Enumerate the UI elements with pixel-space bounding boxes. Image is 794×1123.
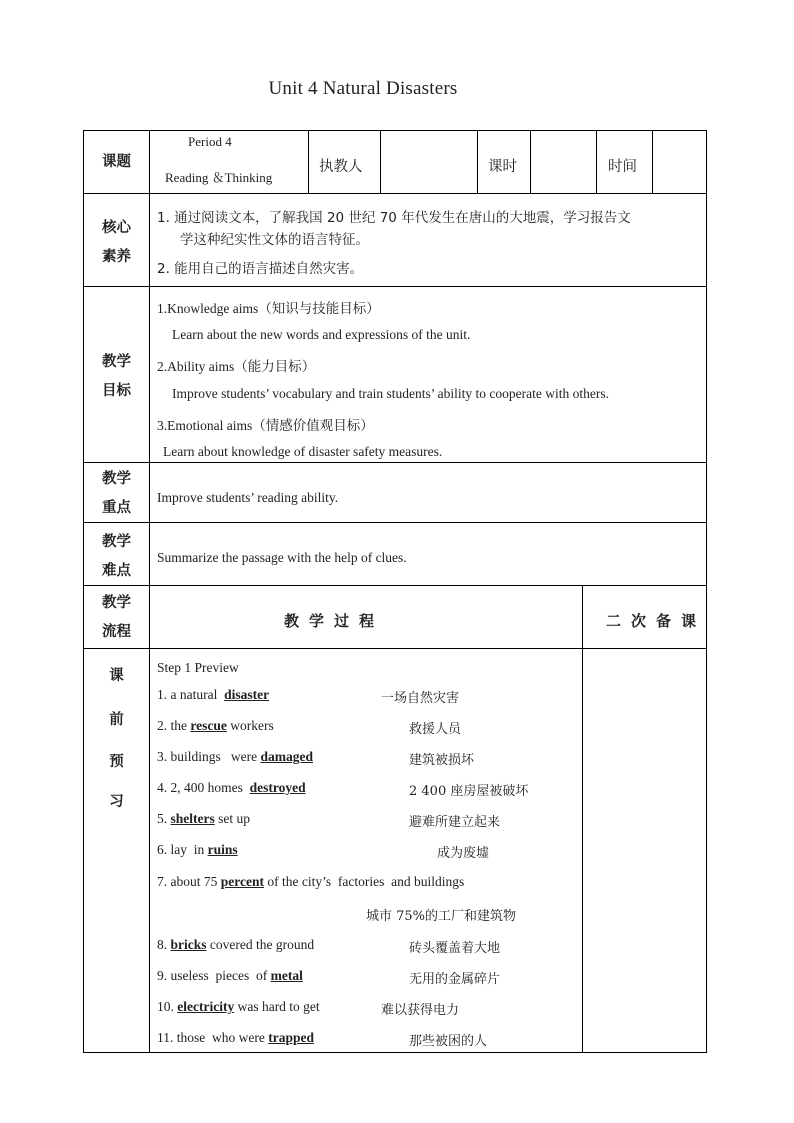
vocab-translation: 一场自然灾害 <box>381 691 460 706</box>
row-divider <box>83 193 707 194</box>
vocab-item <box>157 780 306 796</box>
core-item-1-cont: 学这种纪实性文体的语言特征。 <box>180 232 369 248</box>
emotional-aims-text: Learn about knowledge of disaster safety measures. <box>163 444 443 459</box>
vocab-item <box>157 999 320 1015</box>
difficulty-text: Summarize the passage with the help of clues. <box>157 550 407 565</box>
row-divider <box>83 522 707 523</box>
key-point-label-2: 重点 <box>102 500 131 516</box>
vocab-item <box>157 968 303 984</box>
vocab-item <box>157 811 250 827</box>
process-label-2: 流程 <box>102 624 131 640</box>
goals-label-1: 教学 <box>102 354 131 370</box>
vocab-item <box>157 1030 314 1046</box>
vocab-translation: 救援人员 <box>409 722 462 737</box>
preview-label-char: 前 <box>109 712 124 728</box>
vocab-keyword: electricity <box>177 999 235 1014</box>
vocab-keyword: trapped <box>268 1030 314 1045</box>
vocab-keyword: metal <box>270 968 303 983</box>
vocab-keyword: rescue <box>190 718 227 733</box>
vocab-keyword: bricks <box>170 937 207 952</box>
core-item-1: 1. 通过阅读文本，了解我国 20 世纪 70 年代发生在唐山的大地震，学习报告文 <box>157 210 631 226</box>
ability-aims-title: 2.Ability aims（能力目标） <box>157 359 316 374</box>
row-divider <box>83 585 707 586</box>
vocab-prefix: 7. about 75 <box>157 874 221 889</box>
lesson-text: Reading ＆Thinking <box>165 170 273 185</box>
ability-aims-text: Improve students’ vocabulary and train students’ ability to cooperate with others. <box>172 386 610 401</box>
header-divider <box>308 130 309 193</box>
header-divider <box>477 130 478 193</box>
vocab-suffix: was hard to get <box>234 999 320 1014</box>
topic-label: 课题 <box>102 154 131 170</box>
time-label: 时间 <box>608 159 637 175</box>
vocab-translation: 建筑被损坏 <box>409 753 475 768</box>
vocab-prefix: 10. <box>157 999 178 1014</box>
vocab-item <box>157 687 269 703</box>
vocab-prefix: 11. those who were <box>157 1030 269 1045</box>
vocab-translation: 2 400 座房屋被破坏 <box>409 784 529 799</box>
vocab-item <box>157 937 314 953</box>
vocab-prefix: 6. lay in <box>157 842 208 857</box>
row-divider <box>83 462 707 463</box>
secondary-prep-heading: 二次备课 <box>606 612 707 630</box>
core-label-1: 核心 <box>102 220 131 236</box>
vocab-keyword: shelters <box>170 811 215 826</box>
vocab-prefix: 9. useless pieces of <box>157 968 271 983</box>
vocab-item <box>157 718 274 734</box>
header-divider <box>530 130 531 193</box>
row-divider <box>83 648 707 649</box>
goals-label-2: 目标 <box>102 383 131 399</box>
vocab-translation: 避难所建立起来 <box>409 815 501 830</box>
hours-label: 课时 <box>488 159 517 175</box>
vocab-keyword: percent <box>220 874 264 889</box>
vocab-keyword: destroyed <box>249 780 306 795</box>
difficulty-label-1: 教学 <box>102 534 131 550</box>
vocab-item <box>157 874 464 890</box>
vocab-translation: 无用的金属碎片 <box>409 972 501 987</box>
preview-label-char: 课 <box>109 668 124 684</box>
vocab-prefix: 1. a natural <box>157 687 225 702</box>
teaching-process-heading: 教学过程 <box>284 612 385 630</box>
vocab-prefix: 8. <box>157 937 171 952</box>
vocab-translation: 难以获得电力 <box>381 1003 460 1018</box>
vocab-prefix: 4. 2, 400 homes <box>157 780 250 795</box>
knowledge-aims-title: 1.Knowledge aims（知识与技能目标） <box>157 301 380 316</box>
vocab-translation: 城市 75%的工厂和建筑物 <box>366 909 517 924</box>
table-border-bottom <box>83 1052 707 1053</box>
vocab-keyword: disaster <box>224 687 270 702</box>
vocab-prefix: 2. the <box>157 718 191 733</box>
label-column-divider <box>149 130 150 1053</box>
period-text: Period 4 <box>188 134 232 149</box>
vocab-keyword: ruins <box>207 842 238 857</box>
preview-label-char: 习 <box>109 794 124 810</box>
difficulty-label-2: 难点 <box>102 563 131 579</box>
document-title: Unit 4 Natural Disasters <box>268 78 458 99</box>
step-1-preview: Step 1 Preview <box>157 660 239 675</box>
vocab-prefix: 5. <box>157 811 171 826</box>
vocab-translation: 砖头覆盖着大地 <box>409 941 501 956</box>
header-divider <box>596 130 597 193</box>
vocab-translation: 那些被困的人 <box>409 1034 488 1049</box>
secondary-column-divider <box>582 585 583 1053</box>
table-border-top <box>83 130 707 131</box>
teacher-label: 执教人 <box>319 159 363 175</box>
vocab-suffix: set up <box>214 811 250 826</box>
emotional-aims-title: 3.Emotional aims（情感价值观目标） <box>157 418 374 433</box>
vocab-translation: 成为废墟 <box>437 846 490 861</box>
process-label-1: 教学 <box>102 595 131 611</box>
vocab-keyword: damaged <box>260 749 314 764</box>
key-point-label-1: 教学 <box>102 471 131 487</box>
vocab-suffix: of the city’s factories and buildings <box>264 874 465 889</box>
vocab-suffix: covered the ground <box>206 937 315 952</box>
vocab-suffix: workers <box>226 718 274 733</box>
preview-label-char: 预 <box>109 754 124 770</box>
header-divider <box>652 130 653 193</box>
vocab-prefix: 3. buildings were <box>157 749 261 764</box>
table-border-right <box>706 130 707 1053</box>
vocab-item <box>157 749 313 765</box>
knowledge-aims-text: Learn about the new words and expressions of the unit. <box>172 327 471 342</box>
core-label-2: 素养 <box>102 249 131 265</box>
vocab-item <box>157 842 238 858</box>
key-point-text: Improve students’ reading ability. <box>157 490 339 505</box>
row-divider <box>83 286 707 287</box>
core-item-2: 2. 能用自己的语言描述自然灾害。 <box>157 261 364 277</box>
header-divider <box>380 130 381 193</box>
